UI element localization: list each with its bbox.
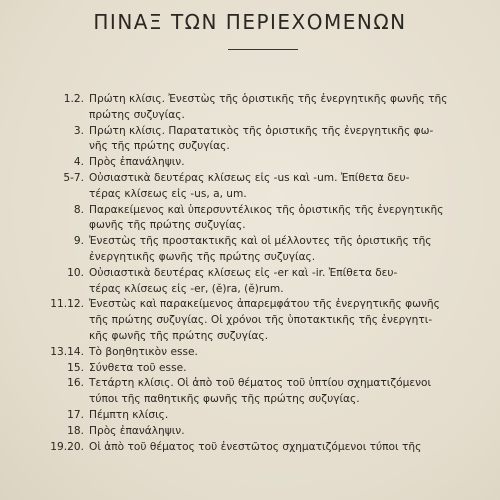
toc-entry-line: Πρώτη κλίσις. Ἐνεστὼς τῆς ὁριστικῆς τῆς ἐνεργητικῆς φωνῆς τῆς — [89, 93, 448, 105]
toc-entry-line: τέρας κλίσεως εἰς -us, a, um. — [89, 187, 247, 200]
toc-entry — [0, 408, 500, 424]
toc-entry-line: Σύνθετα τοῦ esse. — [89, 361, 187, 374]
toc-entry-number: 16. — [67, 377, 84, 390]
toc-entry — [0, 203, 500, 235]
toc-entry-text — [89, 361, 473, 377]
toc-entry-line: κῆς φωνῆς τῆς πρώτης συζυγίας. — [89, 329, 269, 342]
toc-entry-text — [89, 345, 473, 361]
toc-entry-line: τύποι τῆς παθητικῆς φωνῆς τῆς πρώτης συζυγίας. — [89, 393, 360, 406]
toc-entry-line: τέρας κλίσεως εἰς -er, (ĕ)ra, (ĕ)rum. — [89, 282, 284, 295]
toc-entry-line: Οὐσιαστικὰ δευτέρας κλίσεως εἰς -er καὶ -ir. Ἐπίθετα δευ- — [89, 266, 398, 279]
toc-entry-text — [89, 234, 473, 266]
toc-entry-line: Πρὸς ἐπανάληψιν. — [89, 424, 185, 437]
toc-entry-number: 5-7. — [63, 171, 84, 184]
toc-entry-line: τῆς πρώτης συζυγίας. Οἱ χρόνοι τῆς ὑποτακτικῆς τῆς ἐνεργητι- — [89, 314, 433, 327]
title-divider — [228, 49, 298, 50]
toc-entry-number: 15. — [67, 361, 84, 374]
toc-entry-text — [89, 440, 473, 456]
toc-entry — [0, 345, 500, 361]
toc-entry-line: φωνῆς τῆς πρώτης συζυγίας. — [89, 219, 246, 232]
toc-entry-text — [89, 297, 473, 344]
toc-entry-text — [89, 408, 473, 424]
toc-entry — [0, 234, 500, 266]
table-of-contents — [0, 92, 500, 455]
toc-entry — [0, 424, 500, 440]
toc-entry-line: Πρώτη κλίσις. Παρατατικὸς τῆς ὁριστικῆς τῆς ἐνεργητικῆς φω- — [89, 124, 434, 137]
toc-entry-text — [89, 203, 473, 235]
toc-entry-line: νῆς τῆς πρώτης συζυγίας. — [89, 140, 230, 153]
toc-entry-line: Πρὸς ἐπανάληψιν. — [89, 156, 185, 169]
toc-entry-number: 8. — [73, 203, 84, 216]
toc-entry-number: 3. — [73, 124, 84, 137]
toc-entry-text — [89, 266, 473, 298]
toc-entry-line: Ἐνεστὼς καὶ παρακείμενος ἀπαρεμφάτου τῆς ἐνεργητικῆς φωνῆς — [89, 298, 440, 311]
toc-entry-text — [89, 124, 473, 156]
toc-entry-number: 13.14. — [50, 345, 84, 358]
toc-entry — [0, 155, 500, 171]
toc-entry-text — [89, 92, 473, 124]
toc-entry — [0, 266, 500, 298]
toc-entry-line: Παρακείμενος καὶ ὑπερσυντέλικος τῆς ὁριστικῆς τῆς ἐνεργητικῆς — [89, 203, 444, 216]
toc-entry-number: 17. — [67, 408, 84, 421]
toc-entry-number: 19.20. — [50, 440, 84, 453]
toc-entry-line: ἐνεργητικῆς φωνῆς τῆς πρώτης συζυγίας. — [89, 250, 316, 263]
toc-entry-line: Οἱ ἀπὸ τοῦ θέματος τοῦ ἐνεστῶτος σχηματιζόμενοι τύποι τῆς — [89, 440, 422, 453]
toc-entry-line: Τὸ βοηθητικὸν esse. — [89, 345, 198, 358]
page-title: ΠΙΝΑΞ ΤΩΝ ΠΕΡΙΕΧΟΜΕΝΩΝ — [93, 10, 407, 34]
toc-entry-text — [89, 155, 473, 171]
toc-entry-text — [89, 171, 473, 203]
toc-entry-line: Πέμπτη κλίσις. — [89, 408, 169, 421]
toc-entry-text — [89, 424, 473, 440]
toc-entry-number: 18. — [67, 424, 84, 437]
toc-entry-number: 9. — [73, 235, 84, 248]
toc-entry-text — [89, 376, 473, 408]
toc-entry-number: 10. — [67, 266, 84, 279]
toc-entry-number: 1.2. — [63, 93, 84, 105]
toc-entry — [0, 361, 500, 377]
toc-entry — [0, 171, 500, 203]
toc-entry — [0, 297, 500, 344]
toc-entry-line: Οὐσιαστικὰ δευτέρας κλίσεως εἰς -us καὶ -um. Ἐπίθετα δευ- — [89, 171, 410, 184]
toc-entry — [0, 92, 500, 124]
toc-entry-line: Τετάρτη κλίσις. Οἱ ἀπὸ τοῦ θέματος τοῦ ὑπτίου σχηματιζόμενοι — [89, 377, 432, 390]
toc-entry — [0, 440, 500, 456]
toc-entry-number: 11.12. — [50, 298, 84, 311]
toc-entry-number: 4. — [73, 156, 84, 169]
toc-entry-line: Ἐνεστὼς τῆς προστακτικῆς καὶ οἱ μέλλοντες τῆς ὁριστικῆς τῆς — [89, 235, 432, 248]
toc-entry — [0, 124, 500, 156]
toc-entry-line: πρώτης συζυγίας. — [89, 108, 185, 121]
toc-entry — [0, 376, 500, 408]
